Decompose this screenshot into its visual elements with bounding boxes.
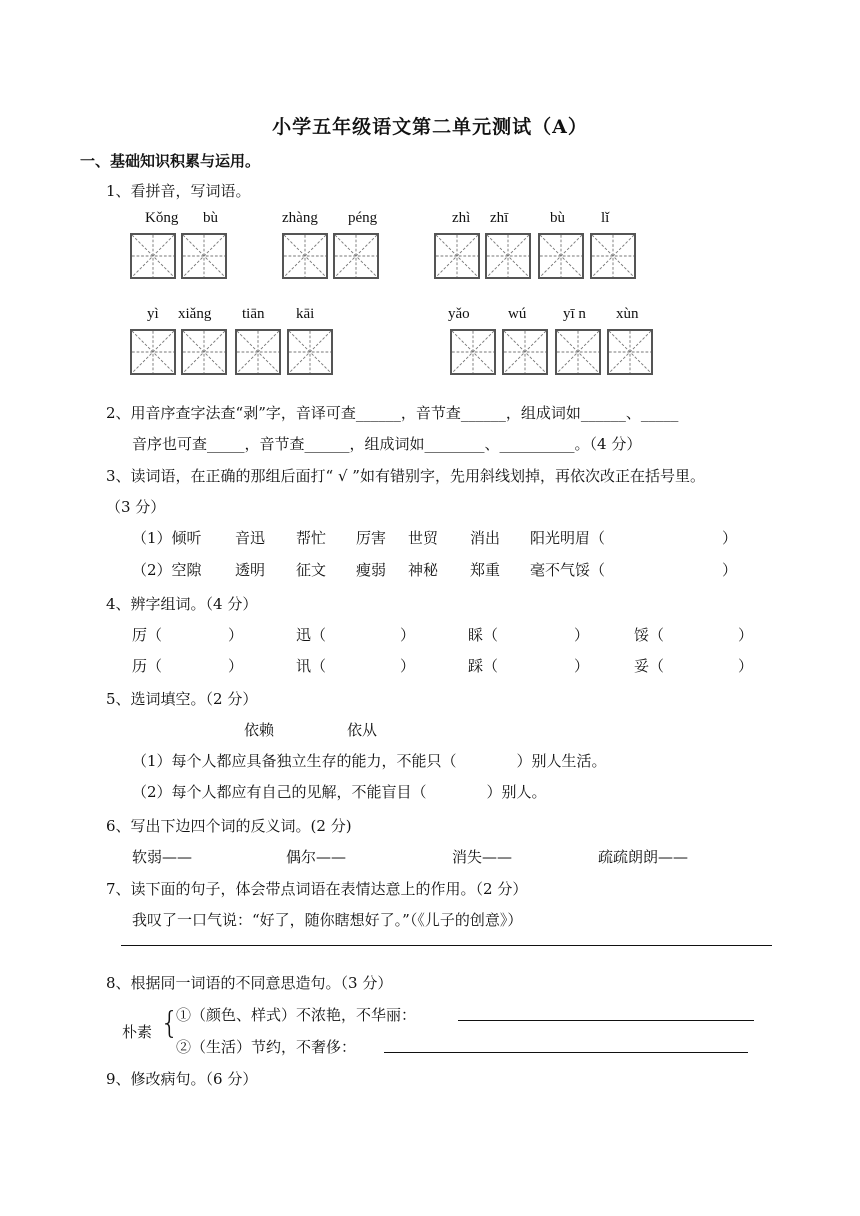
q4-char: ） [228, 657, 244, 675]
q4-char: ） [574, 657, 590, 675]
q1-prompt: 1、看拼音，写词语。 [106, 182, 251, 200]
q3-word: 厉害 [356, 529, 387, 547]
q5-sentence-1: （1）每个人都应具备独立生存的能力，不能只（ ）别人生活。 [132, 752, 607, 770]
q4-char: ） [400, 657, 416, 675]
q5-word-2: 依从 [347, 721, 378, 739]
pinyin-syllable: zhàng [282, 210, 318, 226]
q8-word: 朴素 [122, 1023, 153, 1041]
character-grid-box[interactable] [181, 233, 227, 279]
q3-word: （1）倾听 [132, 529, 202, 547]
q4-char: ） [574, 626, 590, 644]
q4-char: ） [228, 626, 244, 644]
q4-char: 馁（ [634, 626, 665, 644]
q3-word: 音迅 [235, 529, 266, 547]
pinyin-syllable: wú [508, 306, 527, 322]
q5-sentence-2: （2）每个人都应有自己的见解，不能盲目（ ）别人。 [132, 783, 547, 801]
pinyin-syllable: kāi [296, 306, 315, 322]
q3-prompt: 3、读词语，在正确的那组后面打“ √ ”如有错别字，先用斜线划掉，再依次改正在括号里。 [106, 467, 705, 485]
character-grid-box[interactable] [538, 233, 584, 279]
character-grid-box[interactable] [333, 233, 379, 279]
character-grid-box[interactable] [485, 233, 531, 279]
pinyin-syllable: bù [203, 210, 218, 226]
character-grid-box[interactable] [450, 329, 496, 375]
q6-prompt: 6、写出下边四个词的反义词。(2 分) [106, 817, 352, 835]
q7-answer-line[interactable] [121, 945, 772, 946]
q8-prompt: 8、根据同一词语的不同意思造句。（3 分） [106, 974, 393, 992]
brace-icon: { [160, 1006, 180, 1041]
pinyin-syllable: péng [348, 210, 378, 226]
q8-answer-line-1[interactable] [458, 1020, 754, 1021]
q3-word: 毫不气馁（ [530, 561, 606, 579]
q3-word: 阳光明眉（ [530, 529, 606, 547]
q5-word-1: 依赖 [244, 721, 275, 739]
q8-meaning-2: ②（生活）节约，不奢侈： [176, 1038, 357, 1056]
pinyin-syllable: tiān [242, 306, 265, 322]
pinyin-syllable: Kǒng [145, 210, 179, 226]
q6-item: 偶尔—— [286, 848, 347, 866]
q3-word: 征文 [296, 561, 327, 579]
q3-word: 瘦弱 [356, 561, 387, 579]
character-grid-box[interactable] [181, 329, 227, 375]
character-grid-box[interactable] [590, 233, 636, 279]
q6-item: 消失—— [452, 848, 513, 866]
character-grid-box[interactable] [607, 329, 653, 375]
character-grid-box[interactable] [434, 233, 480, 279]
page-title: 小学五年级语文第二单元测试（A） [272, 116, 588, 138]
q4-char: 妥（ [634, 657, 665, 675]
q2-line2: 音序也可查_____，音节查______，组成词如________、__________。（4 分） [132, 435, 642, 453]
pinyin-syllable: bù [550, 210, 565, 226]
pinyin-syllable: yī n [563, 306, 586, 322]
q4-char: 迅（ [296, 626, 327, 644]
q4-char: 厉（ [132, 626, 163, 644]
q4-char: 踩（ [468, 657, 499, 675]
q7-prompt: 7、读下面的句子，体会带点词语在表情达意上的作用。（2 分） [106, 880, 528, 898]
q9-prompt: 9、修改病句。（6 分） [106, 1070, 258, 1088]
q3-word: 透明 [235, 561, 266, 579]
q3-score: （3 分） [106, 498, 166, 516]
q4-char: 睬（ [468, 626, 499, 644]
q8-meaning-1: ①（颜色、样式）不浓艳，不华丽： [176, 1006, 417, 1024]
pinyin-syllable: zhì [452, 210, 471, 226]
q4-char: ） [738, 626, 754, 644]
character-grid-box[interactable] [235, 329, 281, 375]
pinyin-syllable: yì [147, 306, 159, 322]
q5-prompt: 5、选词填空。（2 分） [106, 690, 258, 708]
q3-word: 消出 [470, 529, 501, 547]
q4-char: 讯（ [296, 657, 327, 675]
q3-word: 神秘 [408, 561, 439, 579]
pinyin-syllable: zhī [490, 210, 509, 226]
pinyin-syllable: yǎo [448, 306, 470, 322]
character-grid-box[interactable] [130, 329, 176, 375]
pinyin-syllable: lǐ [601, 210, 610, 226]
q3-word: 帮忙 [296, 529, 327, 547]
q7-sentence: 我叹了一口气说：“好了，随你瞎想好了。”（《儿子的创意》） [132, 911, 523, 929]
q4-prompt: 4、辨字组词。（4 分） [106, 595, 258, 613]
pinyin-syllable: xiǎng [178, 306, 212, 322]
q4-char: ） [400, 626, 416, 644]
q6-item: 疏疏朗朗—— [598, 848, 689, 866]
q3-word: （2）空隙 [132, 561, 202, 579]
q8-answer-line-2[interactable] [384, 1052, 748, 1053]
character-grid-box[interactable] [282, 233, 328, 279]
q4-char: ） [738, 657, 754, 675]
pinyin-syllable: xùn [616, 306, 639, 322]
q3-word: 郑重 [470, 561, 501, 579]
character-grid-box[interactable] [130, 233, 176, 279]
q3-word: ） [722, 529, 738, 547]
character-grid-box[interactable] [555, 329, 601, 375]
section-heading: 一、基础知识积累与运用。 [80, 152, 261, 170]
q6-item: 软弱—— [132, 848, 193, 866]
character-grid-box[interactable] [287, 329, 333, 375]
q3-word: 世贸 [408, 529, 439, 547]
q4-char: 历（ [132, 657, 163, 675]
character-grid-box[interactable] [502, 329, 548, 375]
q3-word: ） [722, 561, 738, 579]
q2-line1: 2、用音序查字法查“剥”字，音译可查______，音节查______，组成词如______、_____ [106, 404, 679, 422]
